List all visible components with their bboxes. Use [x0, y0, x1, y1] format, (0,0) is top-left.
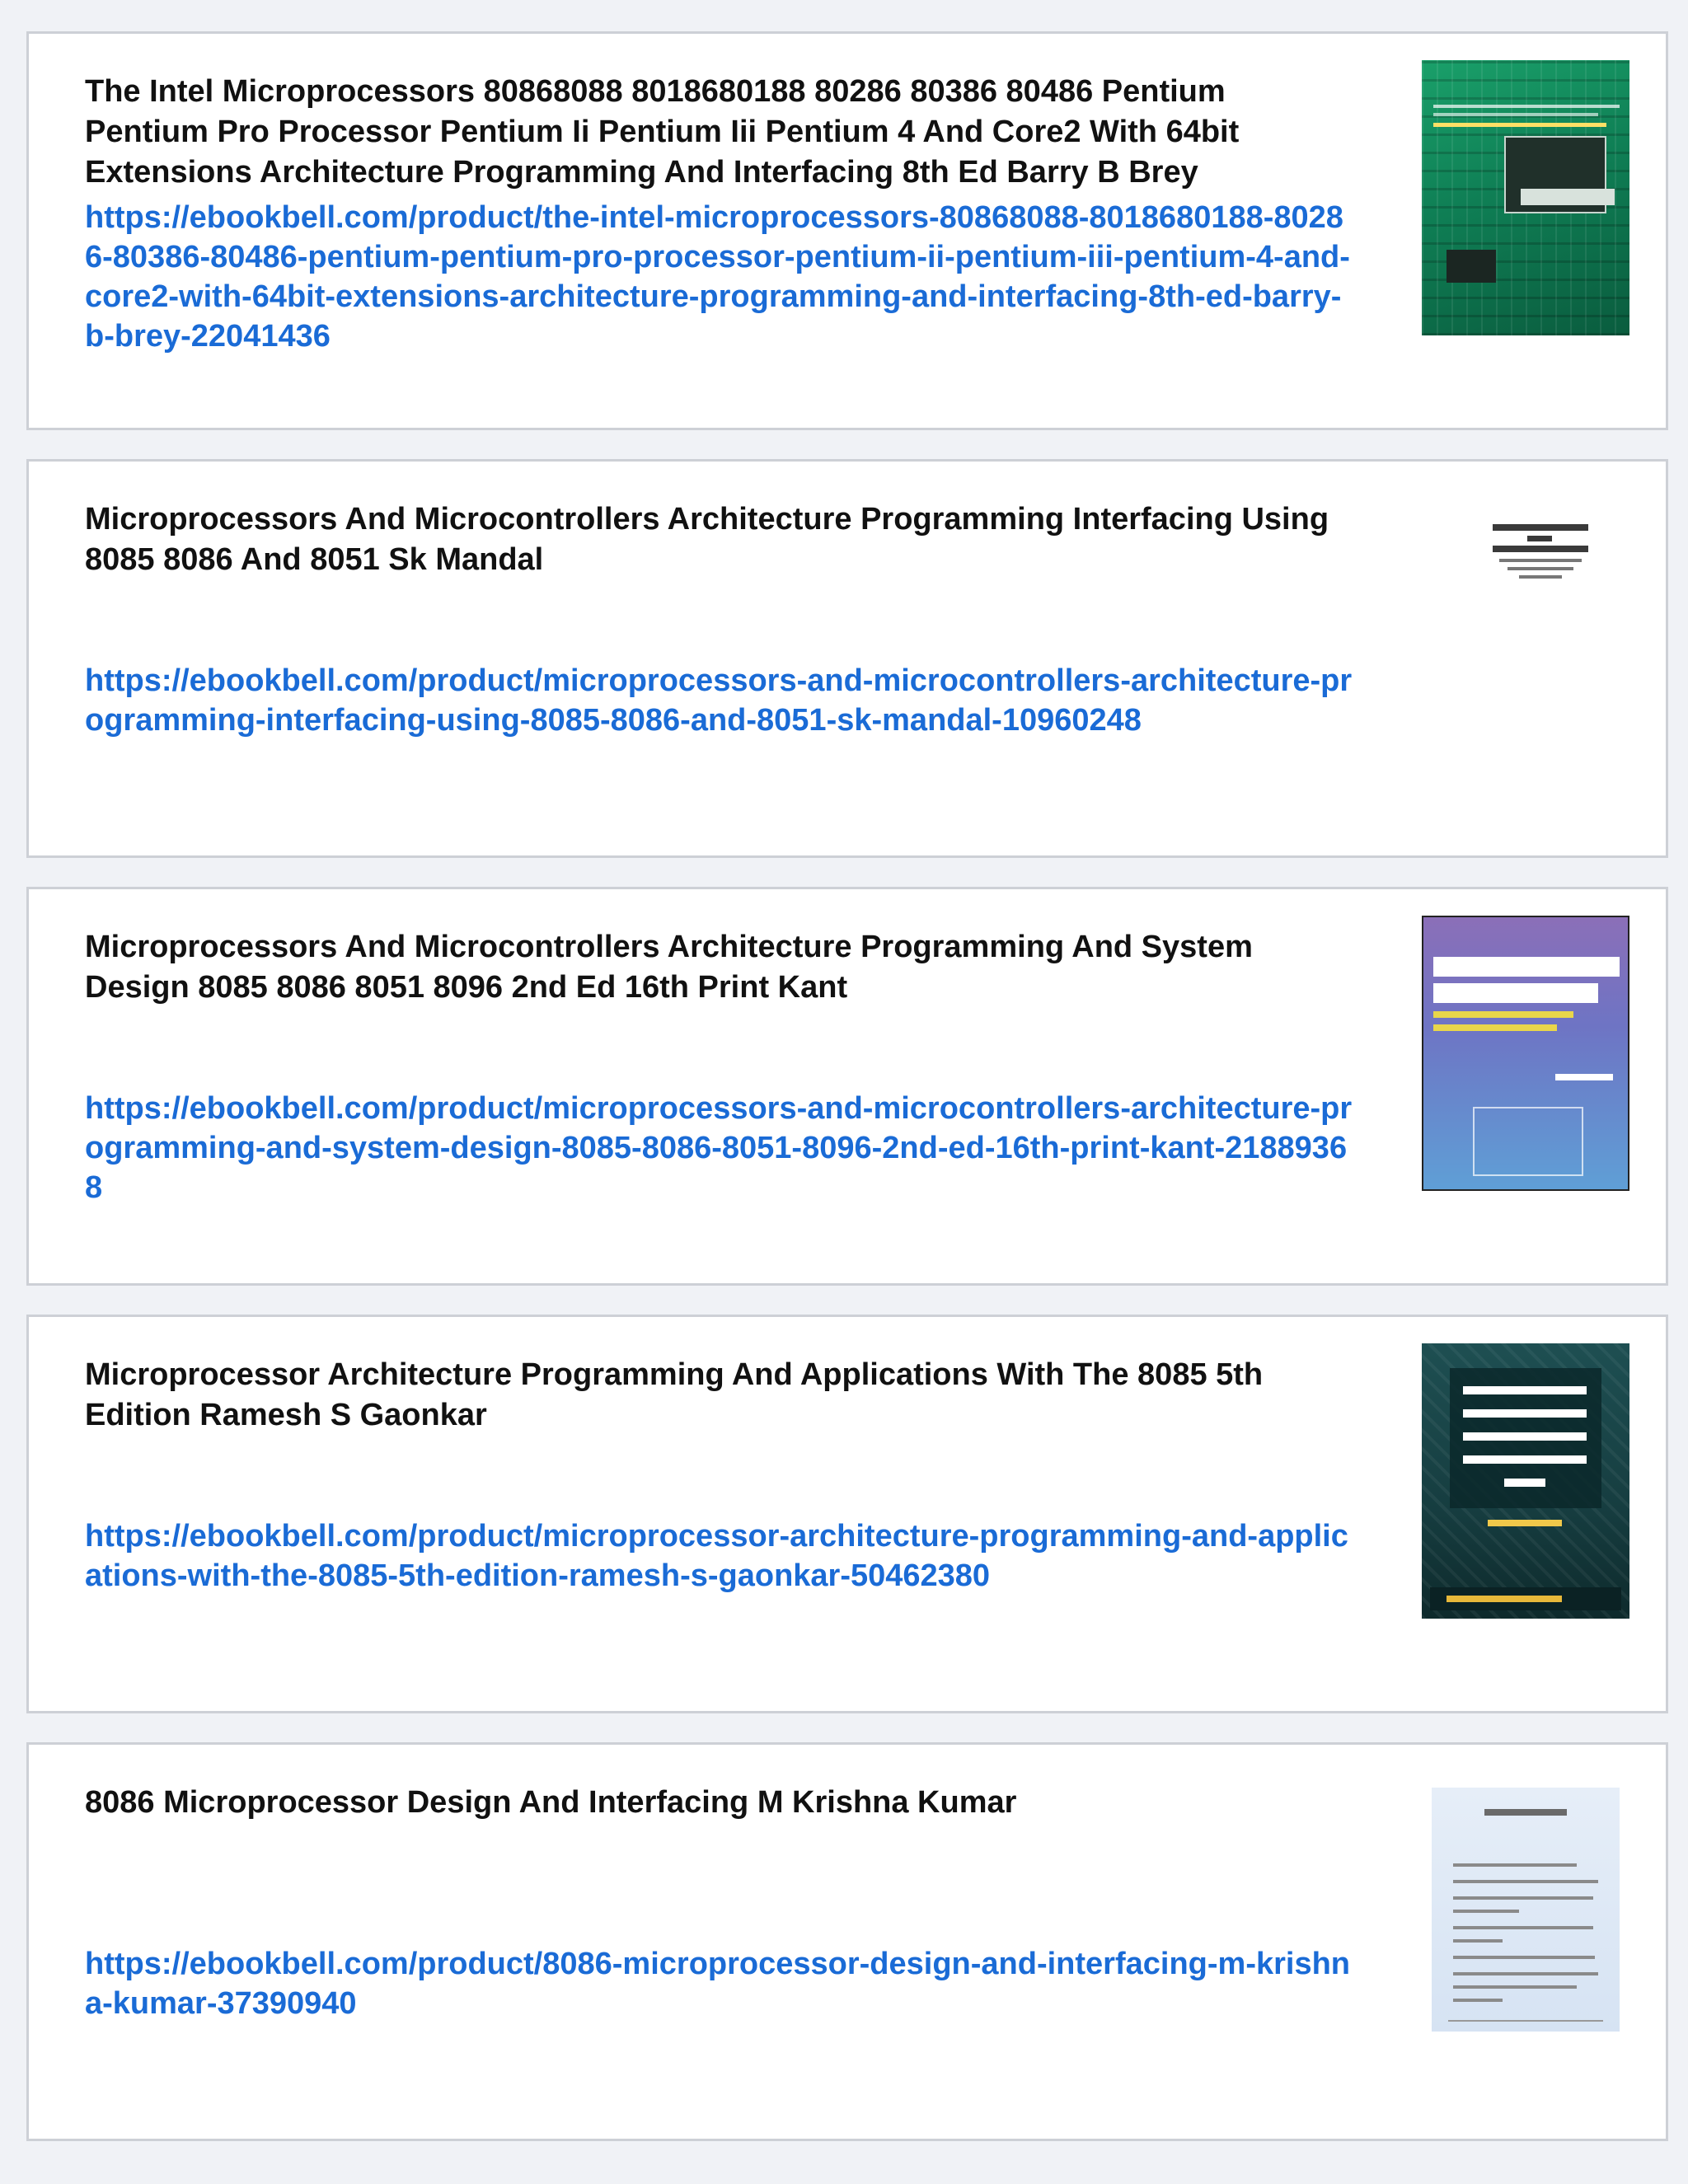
cover-text-line [1499, 559, 1582, 562]
result-text [85, 1355, 1354, 1596]
result-text [85, 1783, 1354, 2023]
result-text [85, 927, 1354, 1207]
book-cover-image[interactable] [1422, 1343, 1629, 1619]
result-card [26, 31, 1668, 430]
result-title: Microprocessor Architecture Programming And Applications With The 8085 5th Edition Ramesh S Gaonkar [85, 1357, 1264, 1432]
slide-text-line [1453, 1999, 1503, 2002]
result-title: Microprocessors And Microcontrollers Architecture Programming And System Design 8085 8086 8051 8096 2nd Ed 16th Print Kant [85, 930, 1253, 1005]
slide-text-line [1453, 1972, 1598, 1975]
cover-subtitle-line [1433, 113, 1598, 116]
slide-text-line [1453, 1880, 1598, 1883]
result-link[interactable]: https://ebookbell.com/product/microprocessor-architecture-programming-and-applications-with-the-8085-5th-edition-ramesh-s-gaonkar-50462380 [85, 1519, 1348, 1593]
result-link[interactable]: https://ebookbell.com/product/microprocessors-and-microcontrollers-architecture-programming-and-system-design-8085-8086-8051-8096-2nd-ed-16th-print-kant-21889368 [85, 1091, 1353, 1205]
cover-text-line [1527, 536, 1552, 541]
book-cover-image[interactable] [1432, 1788, 1620, 2032]
cover-diagram [1473, 1107, 1583, 1176]
cover-title-mark [1433, 957, 1620, 977]
book-cover-image[interactable] [1488, 519, 1593, 585]
slide-text-line [1453, 1985, 1577, 1989]
result-card [26, 1742, 1668, 2141]
book-cover-image[interactable] [1422, 60, 1629, 335]
slide-text-line [1453, 1863, 1577, 1867]
cover-title-line [1463, 1409, 1587, 1418]
slide-title-line [1484, 1809, 1567, 1816]
cover-edition-line [1488, 1520, 1562, 1526]
result-text [85, 72, 1354, 356]
result-card [26, 887, 1668, 1286]
cover-subtitle-line [1433, 1011, 1573, 1018]
cover-subtitle-line [1433, 105, 1620, 108]
cover-author-line [1555, 1074, 1613, 1080]
result-link[interactable]: https://ebookbell.com/product/microprocessors-and-microcontrollers-architecture-programming-interfacing-using-8085-8086-and-8051-sk-mandal-10960248 [85, 663, 1353, 738]
result-card [26, 1315, 1668, 1713]
cover-text-line [1519, 575, 1562, 579]
slide-footer-line [1448, 2020, 1603, 2022]
cover-text-line [1493, 524, 1588, 531]
result-text [85, 499, 1354, 740]
result-title: 8086 Microprocessor Design And Interfacing M Krishna Kumar [85, 1785, 1017, 1820]
book-cover-image[interactable] [1422, 916, 1629, 1191]
result-title: Microprocessors And Microcontrollers Architecture Programming Interfacing Using 8085 8086 And 8051 Sk Mandal [85, 502, 1329, 577]
cover-text-line [1507, 567, 1573, 570]
slide-text-line [1453, 1910, 1519, 1913]
slide-text-line [1453, 1956, 1595, 1959]
cover-text-line [1493, 546, 1588, 552]
cover-title-line [1463, 1432, 1587, 1441]
slide-text-line [1453, 1926, 1593, 1929]
cover-title-line [1463, 1386, 1587, 1394]
cover-author-line [1447, 1596, 1562, 1602]
result-title: The Intel Microprocessors 80868088 8018680188 80286 80386 80486 Pentium Pentium Pro Processor Pentium Ii Pentium Iii Pentium 4 And Core2 With 64bit Extensions Architecture Programming And Interfacing 8th Ed Barry B Brey [85, 74, 1240, 190]
cover-title-mark [1433, 983, 1598, 1003]
slide-text-line [1453, 1896, 1593, 1900]
cover-title-line [1504, 1479, 1545, 1487]
cover-chip [1447, 250, 1496, 283]
slide-text-line [1453, 1939, 1503, 1943]
result-link[interactable]: https://ebookbell.com/product/the-intel-microprocessors-80868088-8018680188-80286-80386-80486-pentium-pentium-pro-processor-pentium-ii-pentium-iii-pentium-4-and-core2-with-64bit-extensions-architecture-programming-and-interfacing-8th-ed-barry-b-brey-22041436 [85, 200, 1350, 354]
cover-title-line [1463, 1455, 1587, 1464]
cover-author-plate [1521, 189, 1615, 205]
cover-band [1433, 123, 1606, 127]
cover-subtitle-line [1433, 1024, 1557, 1031]
result-link[interactable]: https://ebookbell.com/product/8086-microprocessor-design-and-interfacing-m-krishna-kumar-37390940 [85, 1947, 1351, 2021]
result-card [26, 459, 1668, 858]
